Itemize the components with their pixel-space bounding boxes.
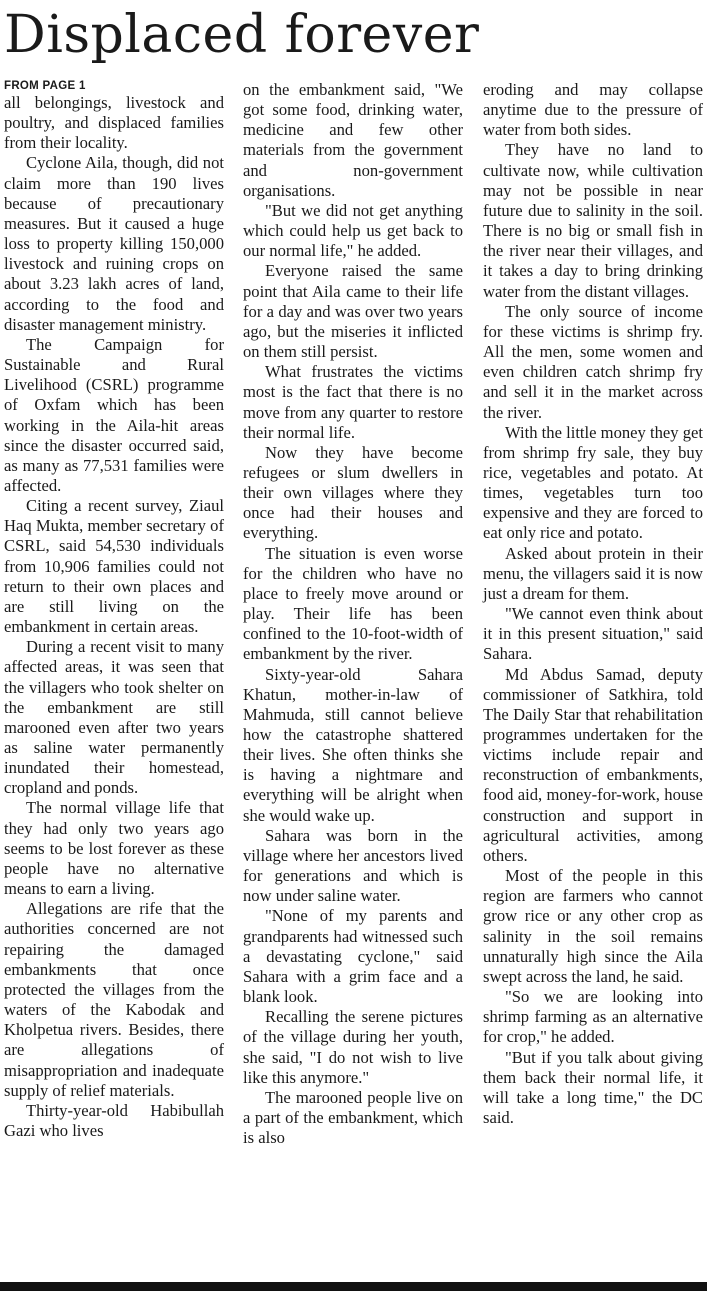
paragraph: "So we are looking into shrimp farming as an alternative for crop," he added. <box>483 987 703 1047</box>
paragraph: The only source of income for these victims is shrimp fry. All the men, some women and even children catch shrimp fry and sell it in the market across the river. <box>483 301 703 422</box>
paragraph: Thirty-year-old Habibullah Gazi who lives <box>4 1100 224 1140</box>
paragraph: Allegations are rife that the authorities concerned are not repairing the damaged embankments that once protected the villages from the waters of the Kabodak and Kholpetua rivers. Besides, there are allegations of misappropriation and inadequate supply of relief materials. <box>4 899 224 1100</box>
paragraph: Recalling the serene pictures of the village during her youth, she said, "I do not wish to live like this anymore." <box>243 1007 463 1087</box>
kicker-from-page-1: FROM PAGE 1 <box>4 80 86 92</box>
paragraph: They have no land to cultivate now, while cultivation may not be possible in near future due to salinity in the soil. There is no big or small fish in the river near their villages, and it takes a day to bring drinking water from the distant villages. <box>483 140 703 301</box>
paragraph: on the embankment said, "We got some food, drinking water, medicine and few other materials from the government and non-government organisations. <box>243 80 463 200</box>
paragraph: Sahara was born in the village where her ancestors lived for generations and which is now under saline water. <box>243 825 463 906</box>
paragraph: "We cannot even think about it in this present situation," said Sahara. <box>483 604 703 664</box>
paragraph: Asked about protein in their menu, the villagers said it is now just a dream for them. <box>483 543 703 603</box>
paragraph: all belongings, livestock and poultry, and displaced families from their locality. <box>4 93 224 153</box>
article-column-2 <box>243 80 463 1148</box>
page-bottom-edge <box>0 1282 707 1291</box>
paragraph: eroding and may collapse anytime due to the pressure of water from both sides. <box>483 80 703 140</box>
paragraph: Sixty-year-old Sahara Khatun, mother-in-law of Mahmuda, still cannot believe how the catastrophe shattered their lives. She often thinks she is having a nightmare and everything will be alright when she would wake up. <box>243 664 463 825</box>
paragraph: The normal village life that they had only two years ago seems to be lost forever as these people have no alternative means to earn a living. <box>4 798 224 899</box>
paragraph: What frustrates the victims most is the fact that there is no move from any quarter to restore their normal life. <box>243 362 463 442</box>
article-column-1 <box>4 80 224 1141</box>
paragraph: Md Abdus Samad, deputy commissioner of Satkhira, told The Daily Star that rehabilitation programmes undertaken for the victims include repair and reconstruction of embankments, food aid, money-for-work, house construction and support in agricultural activities, among others. <box>483 664 703 865</box>
paragraph: The marooned people live on a part of the embankment, which is also <box>243 1087 463 1148</box>
article-column-3 <box>483 80 703 1128</box>
paragraph: During a recent visit to many affected areas, it was seen that the villagers who took shelter on the embankment are still marooned even after two years as saline water permanently inundated their homestead, cropland and ponds. <box>4 637 224 798</box>
paragraph: Most of the people in this region are farmers who cannot grow rice or any other crop as salinity in the soil remains unnaturally high since the Aila swept across the land, he said. <box>483 866 703 986</box>
paragraph: Citing a recent survey, Ziaul Haq Mukta, member secretary of CSRL, said 54,530 individuals from 10,906 families could not return to their own places and are still living on the embankment in certain areas. <box>4 496 224 637</box>
paragraph: "None of my parents and grandparents had witnessed such a devastating cyclone," said Sahara with a grim face and a blank look. <box>243 906 463 1007</box>
paragraph: Now they have become refugees or slum dwellers in their own villages where they once had their houses and everything. <box>243 442 463 543</box>
paragraph: "But if you talk about giving them back their normal life, it will take a long time," the DC said. <box>483 1047 703 1127</box>
paragraph: The Campaign for Sustainable and Rural Livelihood (CSRL) programme of Oxfam which has been working in the Aila-hit areas since the disaster occurred said, as many as 77,531 families were affected. <box>4 334 224 495</box>
paragraph: Cyclone Aila, though, did not claim more than 190 lives because of precautionary measures. But it caused a huge loss to property killing 150,000 livestock and ruining crops on about 3.23 lakh acres of land, according to the food and disaster management ministry. <box>4 153 224 334</box>
paragraph: The situation is even worse for the children who have no place to freely move around or play. Their life has been confined to the 10-foot-width of embankment by the river. <box>243 543 463 664</box>
headline: Displaced forever <box>4 5 480 65</box>
paragraph: Everyone raised the same point that Aila came to their life for a day and was over two years ago, but the miseries it inflicted on them still persist. <box>243 261 463 362</box>
paragraph: With the little money they get from shrimp fry sale, they buy rice, vegetables and potato. At times, vegetables turn too expensive and they are forced to eat only rice and potato. <box>483 422 703 543</box>
paragraph: "But we did not get anything which could help us get back to our normal life," he added. <box>243 200 463 261</box>
